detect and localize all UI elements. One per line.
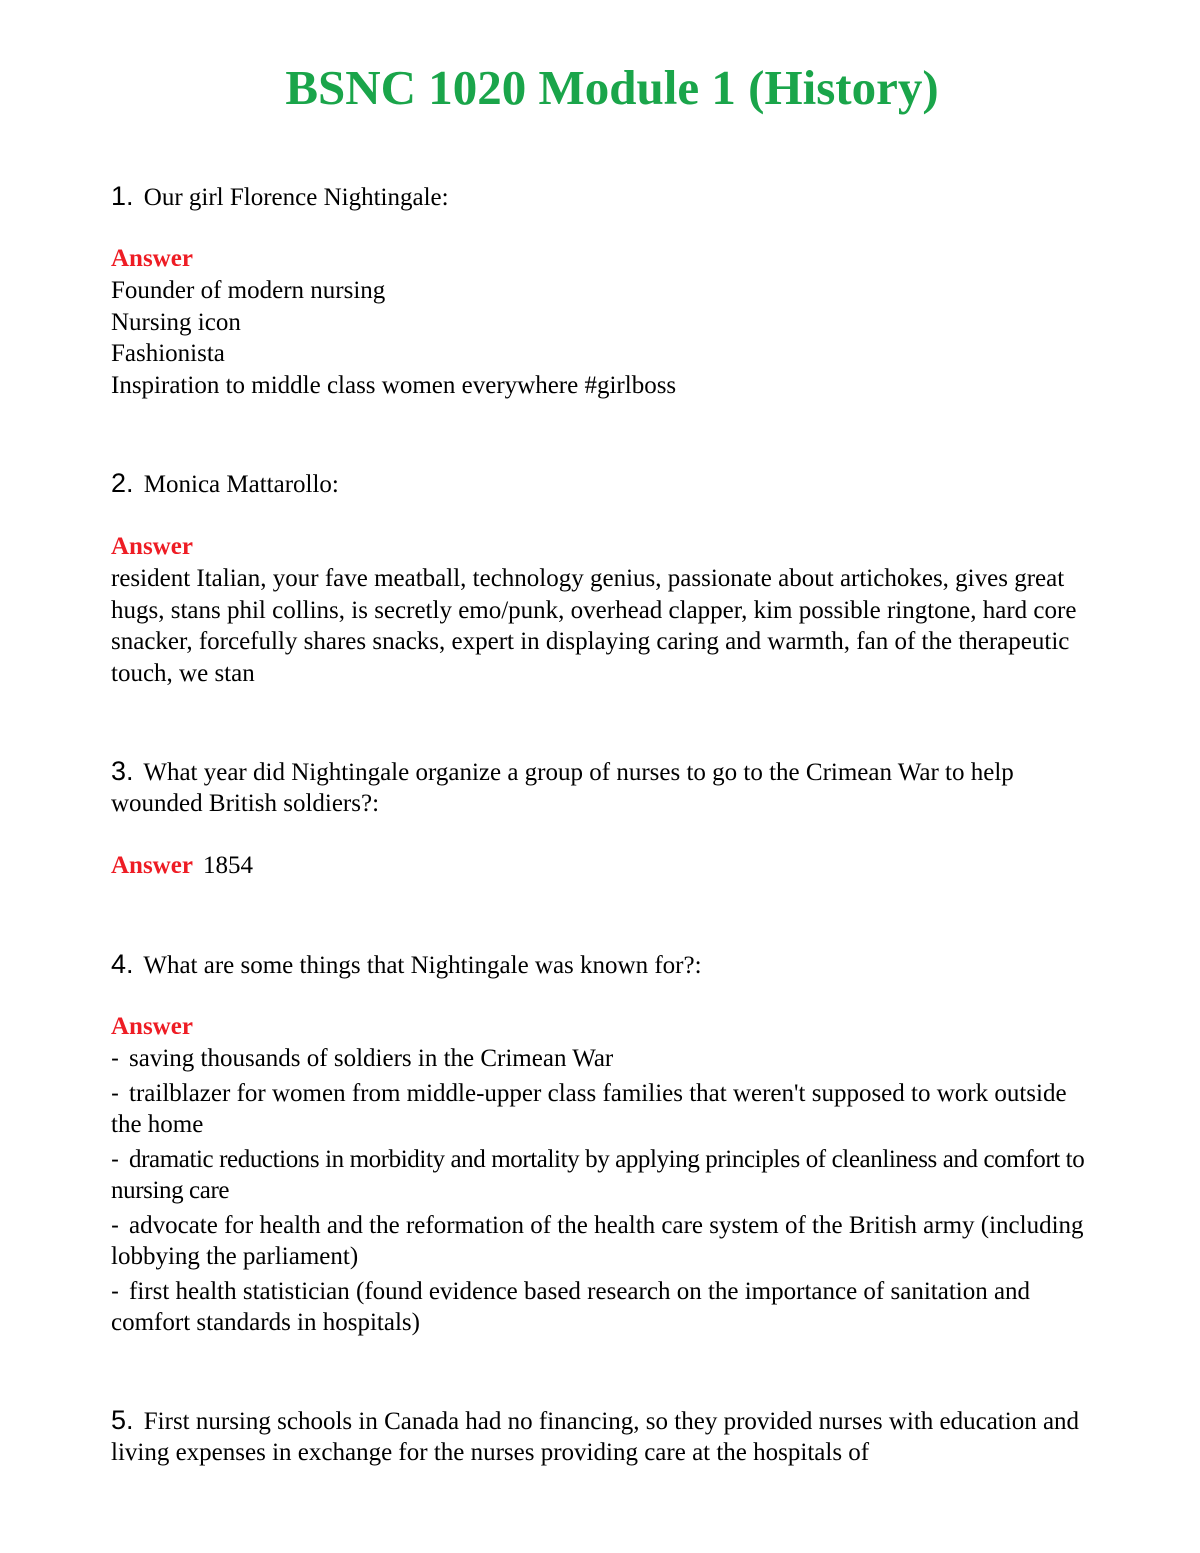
question-1 [111, 181, 1111, 213]
answer-paragraph: resident Italian, your fave meatball, technology genius, passionate about artichokes, gives great hugs, stans phil collins, is secretly emo/punk, overhead clapper, kim possible ringtone, hard core snacker, forcefully shares snacks, expert in displaying caring and warmth, fan of the therapeutic touch, we stan [111, 565, 1077, 687]
bullet-text: first health statistician (found evidence based research on the importance of sanitation and comfort standards in hospitals) [111, 1277, 1031, 1336]
answer-line: Fashionista [111, 340, 225, 367]
question-number: 1. [111, 181, 134, 211]
bullet-text: saving thousands of soldiers in the Crimean War [129, 1045, 614, 1072]
question-5 [111, 1405, 1096, 1468]
question-text: Monica Mattarollo: [143, 471, 339, 498]
question-number: 5. [111, 1405, 134, 1435]
question-text: Our girl Florence Nightingale: [143, 184, 449, 211]
bullet-item [111, 1144, 1091, 1207]
answer-line: Founder of modern nursing [111, 277, 386, 304]
question-number: 2. [111, 468, 134, 498]
question-2 [111, 468, 1111, 500]
bullet-item [111, 1276, 1091, 1339]
question-text: What year did Nightingale organize a group of nurses to go to the Crimean War to help wounded British soldiers?: [111, 759, 1014, 817]
bullet-dash: - [111, 1211, 119, 1239]
question-text: What are some things that Nightingale was known for?: [143, 952, 702, 979]
answer-line: Inspiration to middle class women everywhere #girlboss [111, 371, 677, 399]
page-title: BSNC 1020 Module 1 (History) [285, 60, 939, 115]
answer-value: 1854 [202, 852, 253, 879]
bullet-item [111, 1210, 1091, 1273]
bullet-text: trailblazer for women from middle-upper class families that weren't supposed to work outside the home [111, 1079, 1067, 1138]
question-text: First nursing schools in Canada had no financing, so they provided nurses with education and living expenses in exchange for the nurses providing care at the hospitals of [111, 1408, 1080, 1466]
question-3 [111, 756, 1111, 819]
bullet-item [111, 1078, 1091, 1141]
answer-label: Answer [111, 852, 193, 879]
bullet-dash: - [111, 1277, 119, 1305]
answer-line: Nursing icon [111, 308, 241, 336]
bullet-item [111, 1043, 1091, 1075]
question-4 [111, 949, 1111, 981]
bullet-text: dramatic reductions in morbidity and mortality by applying principles of cleanliness and comfort to nursing care [111, 1145, 1085, 1204]
answer-bullets [111, 1043, 1091, 1342]
answer-label: Answer [111, 245, 193, 272]
answer-list [111, 275, 1101, 401]
bullet-dash: - [111, 1079, 119, 1107]
bullet-dash: - [111, 1145, 119, 1173]
answer-row [111, 850, 253, 881]
question-number: 3. [111, 756, 134, 786]
bullet-text: advocate for health and the reformation of the health care system of the British army (including lobbying the parliament) [111, 1211, 1084, 1270]
bullet-dash: - [111, 1045, 119, 1072]
answer-label: Answer [111, 533, 193, 560]
answer-label: Answer [111, 1013, 193, 1040]
question-number: 4. [111, 949, 134, 979]
